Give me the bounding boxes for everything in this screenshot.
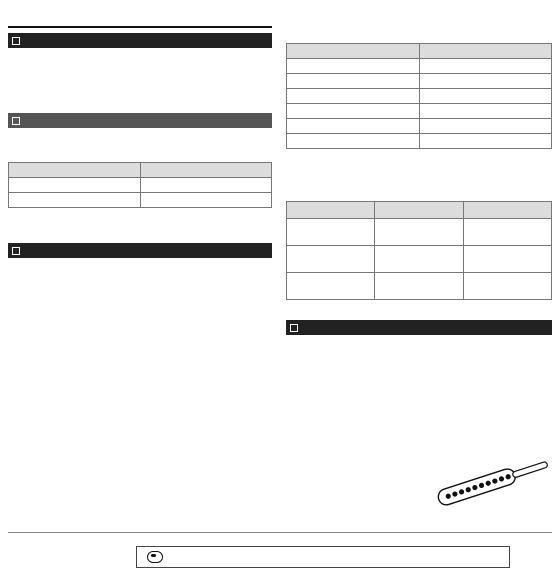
- package-title: [286, 352, 552, 365]
- phone-icon: [147, 551, 163, 563]
- prohibited-item: [8, 95, 272, 108]
- notes-title: [286, 151, 552, 164]
- consult-item: [8, 145, 272, 158]
- table-header: [419, 44, 552, 59]
- table-cell: [419, 89, 552, 104]
- table-cell: [375, 273, 463, 300]
- package-line: [286, 382, 552, 395]
- table-header: [287, 44, 420, 59]
- dosage-title: [286, 9, 552, 24]
- right-column: [286, 6, 552, 528]
- table-cell: [287, 59, 420, 74]
- table-header: [287, 202, 375, 219]
- dosage-text: [286, 26, 552, 39]
- table-cell: [9, 193, 141, 208]
- storage-band: [286, 320, 552, 335]
- table-header: [9, 163, 141, 178]
- prohibited-intro: [8, 50, 272, 63]
- effects-band: [8, 243, 272, 258]
- table-cell: [287, 119, 420, 134]
- table-cell: [419, 134, 552, 149]
- consult-item: [8, 225, 272, 238]
- table-header: [463, 202, 551, 219]
- composition-title: [286, 182, 552, 197]
- table-cell: [463, 246, 551, 273]
- table-row: [287, 74, 552, 89]
- table-header: [375, 202, 463, 219]
- consult-item: [8, 130, 272, 143]
- storage-text: [286, 337, 552, 350]
- table-row: [287, 119, 552, 134]
- table-row: [287, 219, 552, 246]
- table-cell: [287, 74, 420, 89]
- table-row: [287, 273, 552, 300]
- table-cell: [140, 193, 272, 208]
- symptom-table: [8, 162, 272, 208]
- table-cell: [419, 59, 552, 74]
- table-cell: [287, 273, 375, 300]
- effects-text: [8, 260, 272, 273]
- prohibited-item: [8, 80, 272, 93]
- table-row: [287, 134, 552, 149]
- table-cell: [287, 246, 375, 273]
- table-cell: [140, 178, 272, 193]
- prohibited-item: [8, 65, 272, 78]
- table-cell: [375, 219, 463, 246]
- footer: [8, 546, 552, 568]
- table-cell: [287, 104, 420, 119]
- table-row: [287, 104, 552, 119]
- notes-text: [286, 166, 552, 179]
- table-cell: [463, 273, 551, 300]
- composition-table: [286, 201, 552, 300]
- consult-band: [8, 113, 272, 128]
- table-cell: [419, 119, 552, 134]
- table-cell: [419, 74, 552, 89]
- package-line: [286, 367, 552, 380]
- table-row: [9, 193, 272, 208]
- table-row: [9, 178, 272, 193]
- table-row: [287, 59, 552, 74]
- table-cell: [287, 134, 420, 149]
- table-header: [140, 163, 272, 178]
- table-cell: [287, 89, 420, 104]
- table-row: [287, 246, 552, 273]
- table-cell: [419, 104, 552, 119]
- table-cell: [9, 178, 141, 193]
- table-cell: [375, 246, 463, 273]
- additives-text: [286, 302, 552, 315]
- consult-item: [8, 210, 272, 223]
- left-column: [8, 6, 272, 528]
- main-title: [8, 6, 272, 28]
- dosage-table: [286, 43, 552, 149]
- table-cell: [463, 219, 551, 246]
- measuring-spoon-illustration: [430, 458, 554, 506]
- table-row: [287, 89, 552, 104]
- prohibited-band: [8, 33, 272, 48]
- table-cell: [287, 219, 375, 246]
- footer-note: [8, 532, 552, 545]
- contact-box: [136, 546, 510, 568]
